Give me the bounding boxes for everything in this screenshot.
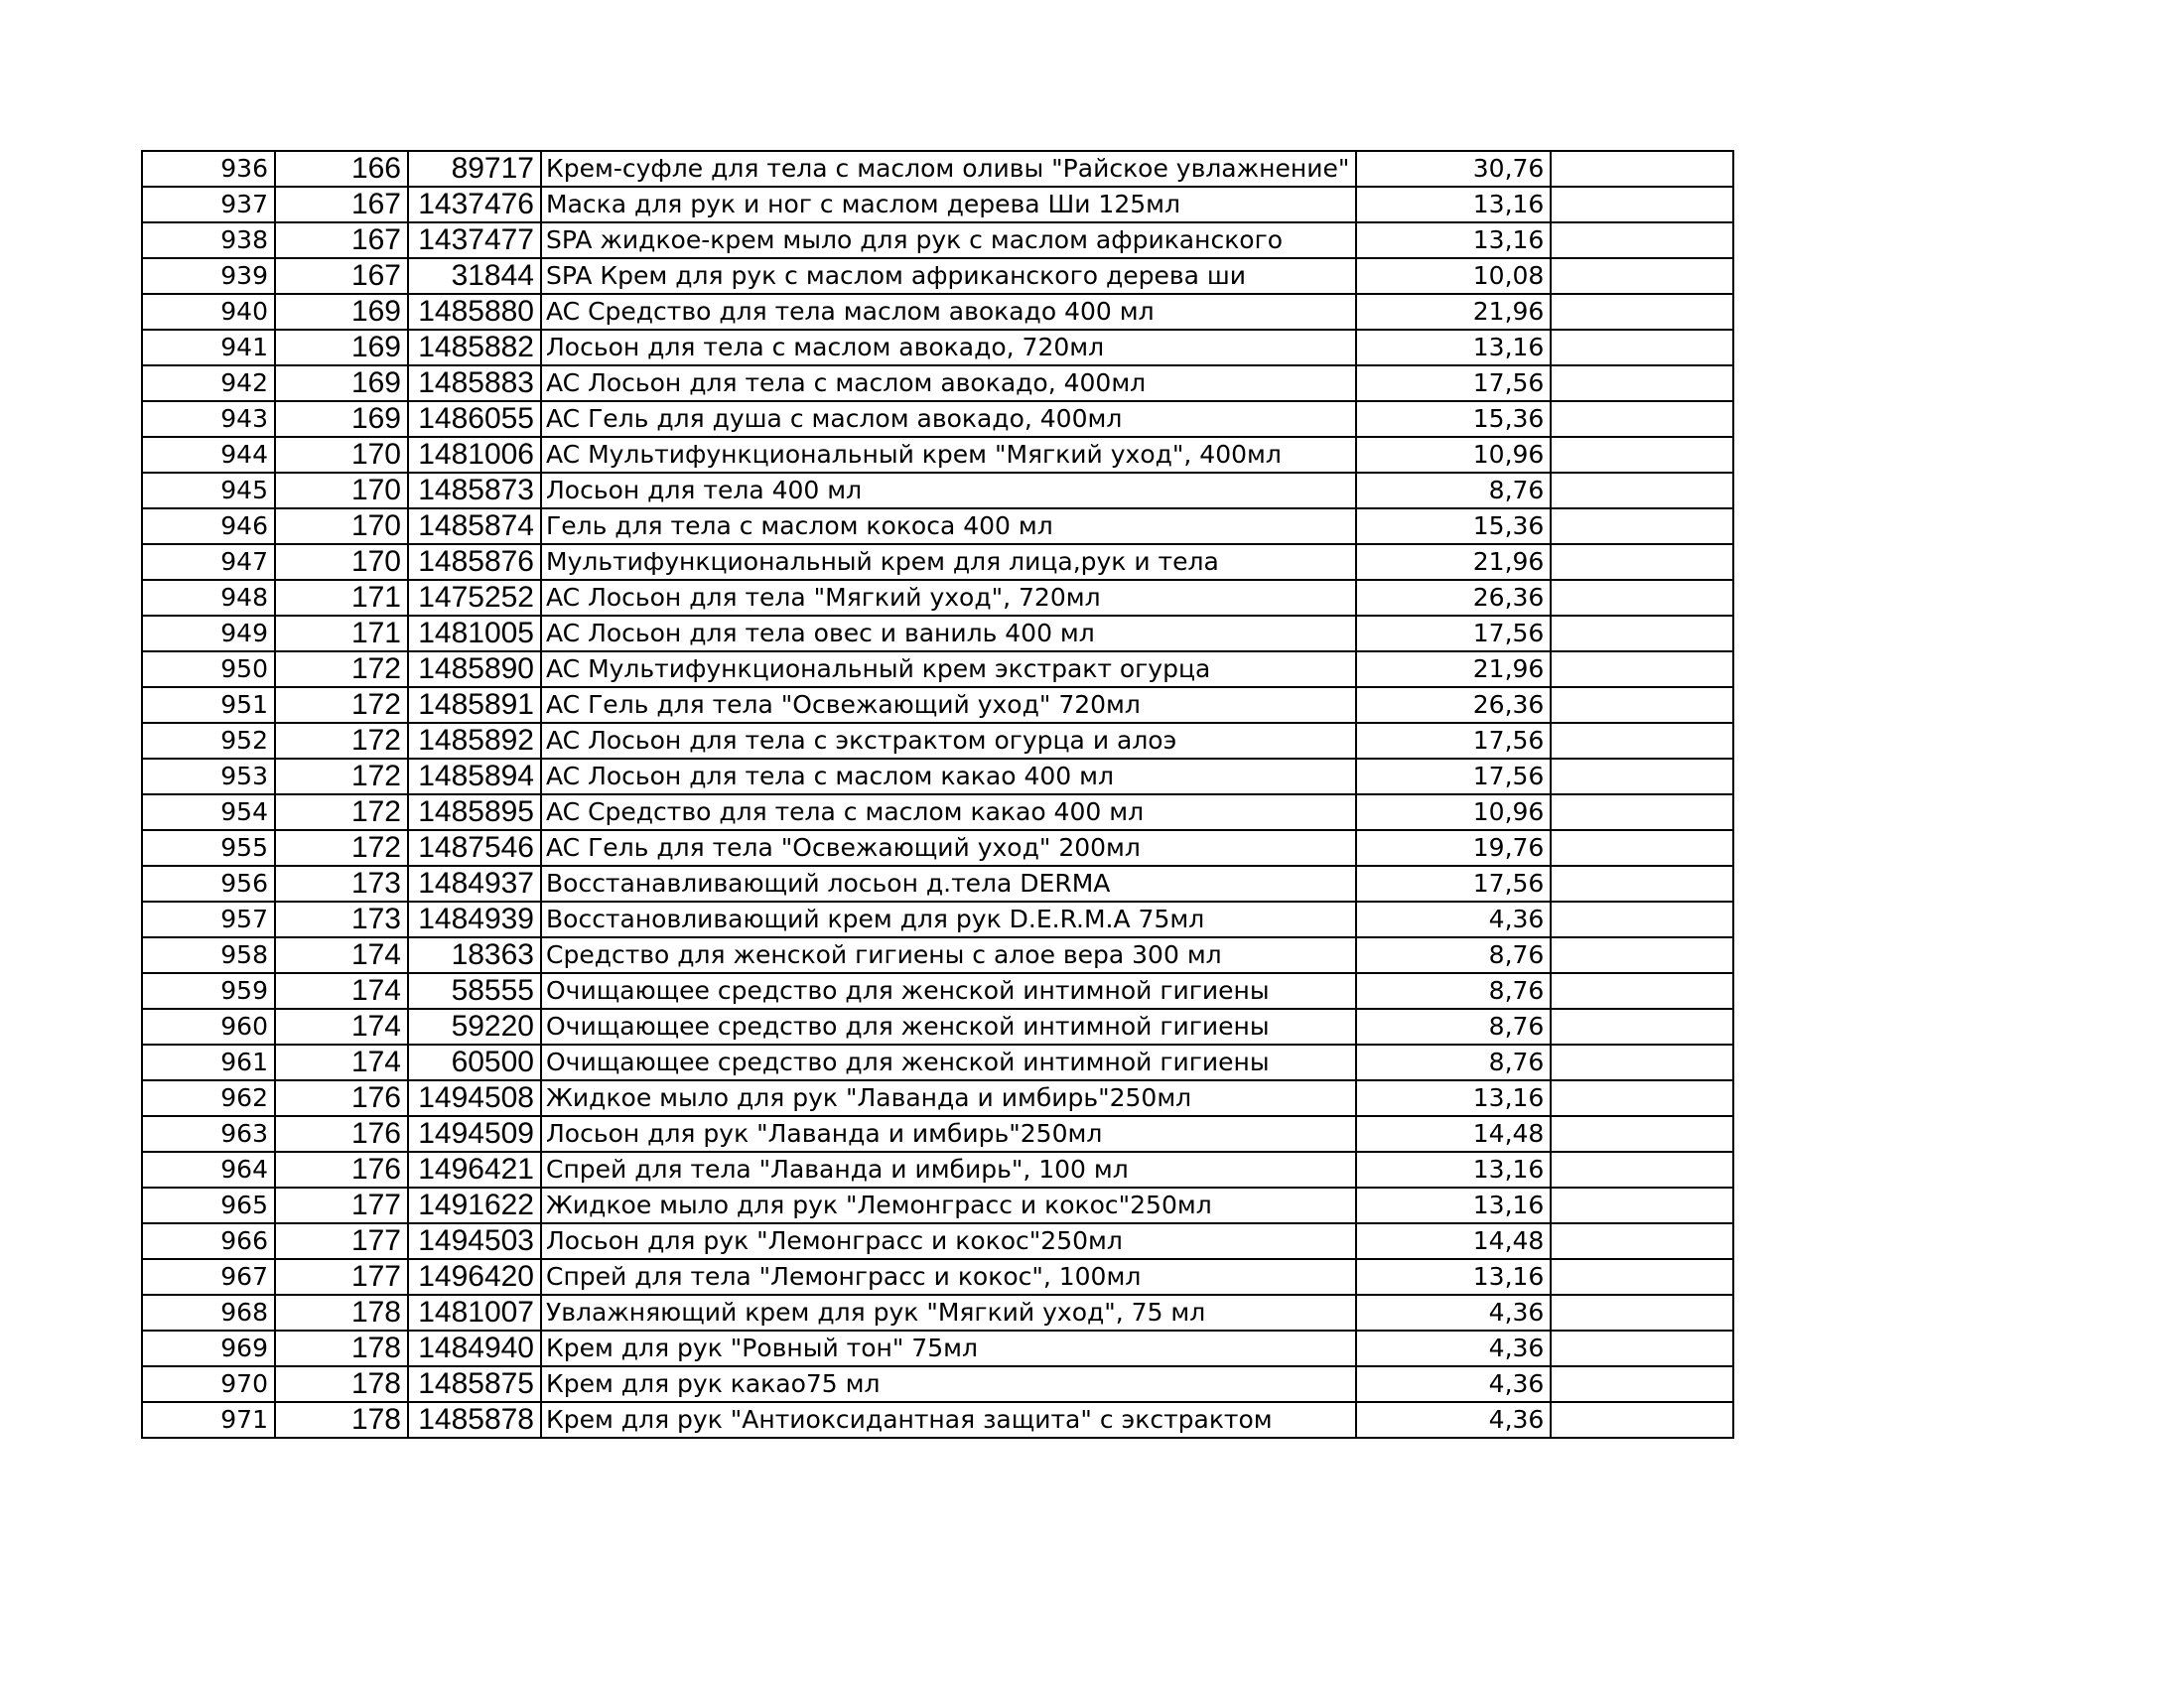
row-number-cell: 941 bbox=[142, 330, 275, 365]
row-number-cell: 965 bbox=[142, 1188, 275, 1223]
empty-cell bbox=[1551, 473, 1733, 508]
group-number-cell: 167 bbox=[275, 187, 408, 222]
table-row bbox=[142, 151, 1733, 187]
empty-cell bbox=[1551, 687, 1733, 723]
product-name-cell: AC Средство для тела маслом авокадо 400 мл bbox=[541, 294, 1356, 330]
row-number-cell: 966 bbox=[142, 1223, 275, 1259]
price-cell: 14,48 bbox=[1356, 1116, 1551, 1152]
price-cell: 21,96 bbox=[1356, 544, 1551, 580]
price-list-table bbox=[141, 150, 1734, 1439]
price-cell: 17,56 bbox=[1356, 365, 1551, 401]
table-row bbox=[142, 258, 1733, 294]
table-row bbox=[142, 1009, 1733, 1045]
group-number-cell: 173 bbox=[275, 866, 408, 902]
product-code-cell: 1481006 bbox=[408, 437, 541, 473]
empty-cell bbox=[1551, 437, 1733, 473]
product-code-cell: 1484937 bbox=[408, 866, 541, 902]
row-number-cell: 961 bbox=[142, 1045, 275, 1080]
product-name-cell: AC Гель для душа с маслом авокадо, 400мл bbox=[541, 401, 1356, 437]
price-cell: 10,96 bbox=[1356, 794, 1551, 830]
table-row bbox=[142, 687, 1733, 723]
table-row bbox=[142, 759, 1733, 794]
group-number-cell: 170 bbox=[275, 544, 408, 580]
price-cell: 4,36 bbox=[1356, 902, 1551, 937]
group-number-cell: 178 bbox=[275, 1402, 408, 1438]
table-row bbox=[142, 1152, 1733, 1188]
empty-cell bbox=[1551, 1045, 1733, 1080]
product-code-cell: 1485890 bbox=[408, 651, 541, 687]
product-code-cell: 1491622 bbox=[408, 1188, 541, 1223]
price-cell: 17,56 bbox=[1356, 759, 1551, 794]
product-name-cell: Гель для тела с маслом кокоса 400 мл bbox=[541, 508, 1356, 544]
product-name-cell: Спрей для тела "Лаванда и имбирь", 100 мл bbox=[541, 1152, 1356, 1188]
price-cell: 8,76 bbox=[1356, 473, 1551, 508]
product-name-cell: Жидкое мыло для рук "Лаванда и имбирь"250мл bbox=[541, 1080, 1356, 1116]
row-number-cell: 970 bbox=[142, 1366, 275, 1402]
product-code-cell: 1496420 bbox=[408, 1259, 541, 1295]
price-cell: 19,76 bbox=[1356, 830, 1551, 866]
group-number-cell: 166 bbox=[275, 151, 408, 187]
row-number-cell: 937 bbox=[142, 187, 275, 222]
product-name-cell: Жидкое мыло для рук "Лемонграсс и кокос"250мл bbox=[541, 1188, 1356, 1223]
price-cell: 26,36 bbox=[1356, 580, 1551, 616]
product-code-cell: 1485874 bbox=[408, 508, 541, 544]
table-row bbox=[142, 401, 1733, 437]
price-cell: 15,36 bbox=[1356, 508, 1551, 544]
empty-cell bbox=[1551, 830, 1733, 866]
empty-cell bbox=[1551, 1116, 1733, 1152]
row-number-cell: 957 bbox=[142, 902, 275, 937]
price-cell: 8,76 bbox=[1356, 1045, 1551, 1080]
price-cell: 4,36 bbox=[1356, 1366, 1551, 1402]
group-number-cell: 167 bbox=[275, 222, 408, 258]
price-cell: 21,96 bbox=[1356, 294, 1551, 330]
row-number-cell: 946 bbox=[142, 508, 275, 544]
group-number-cell: 177 bbox=[275, 1259, 408, 1295]
group-number-cell: 172 bbox=[275, 759, 408, 794]
product-name-cell: Лосьон для рук "Лаванда и имбирь"250мл bbox=[541, 1116, 1356, 1152]
table-row bbox=[142, 187, 1733, 222]
price-cell: 26,36 bbox=[1356, 687, 1551, 723]
product-name-cell: SPA жидкое-крем мыло для рук с маслом африканского bbox=[541, 222, 1356, 258]
group-number-cell: 169 bbox=[275, 330, 408, 365]
empty-cell bbox=[1551, 794, 1733, 830]
product-name-cell: SPA Крем для рук с маслом африканского дерева ши bbox=[541, 258, 1356, 294]
product-code-cell: 1437476 bbox=[408, 187, 541, 222]
price-cell: 17,56 bbox=[1356, 616, 1551, 651]
product-code-cell: 1486055 bbox=[408, 401, 541, 437]
price-cell: 4,36 bbox=[1356, 1331, 1551, 1366]
empty-cell bbox=[1551, 866, 1733, 902]
empty-cell bbox=[1551, 508, 1733, 544]
empty-cell bbox=[1551, 365, 1733, 401]
table-row bbox=[142, 937, 1733, 973]
group-number-cell: 167 bbox=[275, 258, 408, 294]
price-cell: 13,16 bbox=[1356, 1188, 1551, 1223]
product-code-cell: 1485876 bbox=[408, 544, 541, 580]
table-row bbox=[142, 794, 1733, 830]
product-name-cell: Крем для рук "Антиоксидантная защита" с экстрактом bbox=[541, 1402, 1356, 1438]
empty-cell bbox=[1551, 580, 1733, 616]
empty-cell bbox=[1551, 401, 1733, 437]
row-number-cell: 964 bbox=[142, 1152, 275, 1188]
empty-cell bbox=[1551, 723, 1733, 759]
table-row bbox=[142, 1080, 1733, 1116]
table-row bbox=[142, 1188, 1733, 1223]
group-number-cell: 171 bbox=[275, 580, 408, 616]
product-code-cell: 1496421 bbox=[408, 1152, 541, 1188]
product-code-cell: 31844 bbox=[408, 258, 541, 294]
row-number-cell: 950 bbox=[142, 651, 275, 687]
product-code-cell: 1437477 bbox=[408, 222, 541, 258]
price-cell: 13,16 bbox=[1356, 222, 1551, 258]
table-row bbox=[142, 508, 1733, 544]
product-name-cell: Лосьон для тела с маслом авокадо, 720мл bbox=[541, 330, 1356, 365]
empty-cell bbox=[1551, 151, 1733, 187]
product-code-cell: 1485883 bbox=[408, 365, 541, 401]
row-number-cell: 955 bbox=[142, 830, 275, 866]
group-number-cell: 170 bbox=[275, 437, 408, 473]
empty-cell bbox=[1551, 258, 1733, 294]
product-code-cell: 59220 bbox=[408, 1009, 541, 1045]
empty-cell bbox=[1551, 973, 1733, 1009]
empty-cell bbox=[1551, 651, 1733, 687]
empty-cell bbox=[1551, 1009, 1733, 1045]
product-name-cell: AC Лосьон для тела с экстрактом огурца и алоэ bbox=[541, 723, 1356, 759]
group-number-cell: 169 bbox=[275, 294, 408, 330]
row-number-cell: 962 bbox=[142, 1080, 275, 1116]
row-number-cell: 963 bbox=[142, 1116, 275, 1152]
row-number-cell: 951 bbox=[142, 687, 275, 723]
product-code-cell: 1487546 bbox=[408, 830, 541, 866]
product-code-cell: 1484940 bbox=[408, 1331, 541, 1366]
product-name-cell: AC Мультифункциональный крем "Мягкий уход", 400мл bbox=[541, 437, 1356, 473]
price-cell: 30,76 bbox=[1356, 151, 1551, 187]
product-name-cell: Крем для рук какао75 мл bbox=[541, 1366, 1356, 1402]
empty-cell bbox=[1551, 1152, 1733, 1188]
price-cell: 8,76 bbox=[1356, 937, 1551, 973]
empty-cell bbox=[1551, 902, 1733, 937]
product-name-cell: Крем-суфле для тела с маслом оливы "Райское увлажнение" bbox=[541, 151, 1356, 187]
table-row bbox=[142, 365, 1733, 401]
product-name-cell: AC Средство для тела с маслом какао 400 мл bbox=[541, 794, 1356, 830]
product-name-cell: AC Лосьон для тела "Мягкий уход", 720мл bbox=[541, 580, 1356, 616]
table-row bbox=[142, 1223, 1733, 1259]
row-number-cell: 948 bbox=[142, 580, 275, 616]
group-number-cell: 176 bbox=[275, 1152, 408, 1188]
group-number-cell: 177 bbox=[275, 1188, 408, 1223]
empty-cell bbox=[1551, 1259, 1733, 1295]
price-cell: 13,16 bbox=[1356, 1259, 1551, 1295]
group-number-cell: 174 bbox=[275, 1045, 408, 1080]
row-number-cell: 958 bbox=[142, 937, 275, 973]
table-row bbox=[142, 1045, 1733, 1080]
row-number-cell: 971 bbox=[142, 1402, 275, 1438]
product-code-cell: 60500 bbox=[408, 1045, 541, 1080]
price-list-body bbox=[142, 151, 1733, 1438]
product-name-cell: AC Лосьон для тела с маслом авокадо, 400мл bbox=[541, 365, 1356, 401]
product-code-cell: 18363 bbox=[408, 937, 541, 973]
table-row bbox=[142, 723, 1733, 759]
product-code-cell: 1485891 bbox=[408, 687, 541, 723]
group-number-cell: 177 bbox=[275, 1223, 408, 1259]
empty-cell bbox=[1551, 544, 1733, 580]
product-name-cell: AC Гель для тела "Освежающий уход" 200мл bbox=[541, 830, 1356, 866]
product-name-cell: Мультифункциональный крем для лица,рук и тела bbox=[541, 544, 1356, 580]
group-number-cell: 174 bbox=[275, 937, 408, 973]
product-name-cell: Очищающее средство для женской интимной гигиены bbox=[541, 973, 1356, 1009]
empty-cell bbox=[1551, 616, 1733, 651]
table-row bbox=[142, 544, 1733, 580]
price-cell: 8,76 bbox=[1356, 1009, 1551, 1045]
product-code-cell: 1475252 bbox=[408, 580, 541, 616]
product-name-cell: Очищающее средство для женской интимной гигиены bbox=[541, 1009, 1356, 1045]
product-code-cell: 58555 bbox=[408, 973, 541, 1009]
row-number-cell: 949 bbox=[142, 616, 275, 651]
product-name-cell: Маска для рук и ног с маслом дерева Ши 125мл bbox=[541, 187, 1356, 222]
price-cell: 10,96 bbox=[1356, 437, 1551, 473]
empty-cell bbox=[1551, 1402, 1733, 1438]
table-row bbox=[142, 973, 1733, 1009]
price-cell: 4,36 bbox=[1356, 1402, 1551, 1438]
row-number-cell: 953 bbox=[142, 759, 275, 794]
empty-cell bbox=[1551, 1331, 1733, 1366]
group-number-cell: 176 bbox=[275, 1116, 408, 1152]
table-row bbox=[142, 1259, 1733, 1295]
table-row bbox=[142, 1331, 1733, 1366]
row-number-cell: 968 bbox=[142, 1295, 275, 1331]
table-row bbox=[142, 294, 1733, 330]
empty-cell bbox=[1551, 222, 1733, 258]
row-number-cell: 940 bbox=[142, 294, 275, 330]
price-cell: 10,08 bbox=[1356, 258, 1551, 294]
product-code-cell: 1494508 bbox=[408, 1080, 541, 1116]
empty-cell bbox=[1551, 187, 1733, 222]
group-number-cell: 178 bbox=[275, 1366, 408, 1402]
product-name-cell: Крем для рук "Ровный тон" 75мл bbox=[541, 1331, 1356, 1366]
table-row bbox=[142, 616, 1733, 651]
group-number-cell: 172 bbox=[275, 687, 408, 723]
empty-cell bbox=[1551, 1223, 1733, 1259]
row-number-cell: 954 bbox=[142, 794, 275, 830]
table-row bbox=[142, 1402, 1733, 1438]
price-cell: 13,16 bbox=[1356, 330, 1551, 365]
price-cell: 8,76 bbox=[1356, 973, 1551, 1009]
table-row bbox=[142, 651, 1733, 687]
price-cell: 4,36 bbox=[1356, 1295, 1551, 1331]
table-row bbox=[142, 222, 1733, 258]
product-name-cell: Восстанавливающий лосьон д.тела DERMA bbox=[541, 866, 1356, 902]
price-cell: 17,56 bbox=[1356, 723, 1551, 759]
group-number-cell: 170 bbox=[275, 473, 408, 508]
row-number-cell: 936 bbox=[142, 151, 275, 187]
row-number-cell: 969 bbox=[142, 1331, 275, 1366]
row-number-cell: 944 bbox=[142, 437, 275, 473]
row-number-cell: 959 bbox=[142, 973, 275, 1009]
empty-cell bbox=[1551, 937, 1733, 973]
group-number-cell: 169 bbox=[275, 401, 408, 437]
row-number-cell: 967 bbox=[142, 1259, 275, 1295]
group-number-cell: 176 bbox=[275, 1080, 408, 1116]
table-row bbox=[142, 437, 1733, 473]
row-number-cell: 947 bbox=[142, 544, 275, 580]
row-number-cell: 943 bbox=[142, 401, 275, 437]
table-row bbox=[142, 580, 1733, 616]
product-code-cell: 1485878 bbox=[408, 1402, 541, 1438]
table-row bbox=[142, 330, 1733, 365]
product-name-cell: AC Мультифункциональный крем экстракт огурца bbox=[541, 651, 1356, 687]
empty-cell bbox=[1551, 759, 1733, 794]
product-code-cell: 1485875 bbox=[408, 1366, 541, 1402]
price-cell: 17,56 bbox=[1356, 866, 1551, 902]
product-name-cell: Лосьон для тела 400 мл bbox=[541, 473, 1356, 508]
product-code-cell: 1481005 bbox=[408, 616, 541, 651]
price-cell: 13,16 bbox=[1356, 1152, 1551, 1188]
empty-cell bbox=[1551, 330, 1733, 365]
table-row bbox=[142, 902, 1733, 937]
empty-cell bbox=[1551, 1295, 1733, 1331]
price-cell: 21,96 bbox=[1356, 651, 1551, 687]
product-code-cell: 1484939 bbox=[408, 902, 541, 937]
group-number-cell: 169 bbox=[275, 365, 408, 401]
product-code-cell: 89717 bbox=[408, 151, 541, 187]
price-cell: 13,16 bbox=[1356, 1080, 1551, 1116]
product-name-cell: Очищающее средство для женской интимной гигиены bbox=[541, 1045, 1356, 1080]
product-name-cell: AC Лосьон для тела овес и ваниль 400 мл bbox=[541, 616, 1356, 651]
group-number-cell: 172 bbox=[275, 830, 408, 866]
group-number-cell: 172 bbox=[275, 723, 408, 759]
product-name-cell: Спрей для тела "Лемонграсс и кокос", 100мл bbox=[541, 1259, 1356, 1295]
row-number-cell: 952 bbox=[142, 723, 275, 759]
group-number-cell: 172 bbox=[275, 651, 408, 687]
group-number-cell: 178 bbox=[275, 1331, 408, 1366]
group-number-cell: 173 bbox=[275, 902, 408, 937]
row-number-cell: 939 bbox=[142, 258, 275, 294]
price-cell: 15,36 bbox=[1356, 401, 1551, 437]
product-name-cell: AC Лосьон для тела с маслом какао 400 мл bbox=[541, 759, 1356, 794]
table-row bbox=[142, 1295, 1733, 1331]
product-name-cell: Восстановливающий крем для рук D.E.R.M.A 75мл bbox=[541, 902, 1356, 937]
product-code-cell: 1485882 bbox=[408, 330, 541, 365]
product-code-cell: 1485894 bbox=[408, 759, 541, 794]
row-number-cell: 956 bbox=[142, 866, 275, 902]
table-row bbox=[142, 1116, 1733, 1152]
empty-cell bbox=[1551, 1188, 1733, 1223]
table-row bbox=[142, 1366, 1733, 1402]
row-number-cell: 942 bbox=[142, 365, 275, 401]
empty-cell bbox=[1551, 1366, 1733, 1402]
row-number-cell: 938 bbox=[142, 222, 275, 258]
empty-cell bbox=[1551, 294, 1733, 330]
table-row bbox=[142, 473, 1733, 508]
product-name-cell: Увлажняющий крем для рук "Мягкий уход", 75 мл bbox=[541, 1295, 1356, 1331]
row-number-cell: 945 bbox=[142, 473, 275, 508]
price-cell: 14,48 bbox=[1356, 1223, 1551, 1259]
product-code-cell: 1485895 bbox=[408, 794, 541, 830]
table-row bbox=[142, 830, 1733, 866]
group-number-cell: 170 bbox=[275, 508, 408, 544]
product-code-cell: 1481007 bbox=[408, 1295, 541, 1331]
group-number-cell: 171 bbox=[275, 616, 408, 651]
group-number-cell: 172 bbox=[275, 794, 408, 830]
price-cell: 13,16 bbox=[1356, 187, 1551, 222]
group-number-cell: 174 bbox=[275, 1009, 408, 1045]
product-code-cell: 1485892 bbox=[408, 723, 541, 759]
product-name-cell: Средство для женской гигиены с алое вера 300 мл bbox=[541, 937, 1356, 973]
group-number-cell: 174 bbox=[275, 973, 408, 1009]
empty-cell bbox=[1551, 1080, 1733, 1116]
row-number-cell: 960 bbox=[142, 1009, 275, 1045]
product-code-cell: 1485880 bbox=[408, 294, 541, 330]
table-row bbox=[142, 866, 1733, 902]
product-name-cell: AC Гель для тела "Освежающий уход" 720мл bbox=[541, 687, 1356, 723]
product-code-cell: 1494509 bbox=[408, 1116, 541, 1152]
group-number-cell: 178 bbox=[275, 1295, 408, 1331]
product-code-cell: 1485873 bbox=[408, 473, 541, 508]
product-name-cell: Лосьон для рук "Лемонграсс и кокос"250мл bbox=[541, 1223, 1356, 1259]
product-code-cell: 1494503 bbox=[408, 1223, 541, 1259]
